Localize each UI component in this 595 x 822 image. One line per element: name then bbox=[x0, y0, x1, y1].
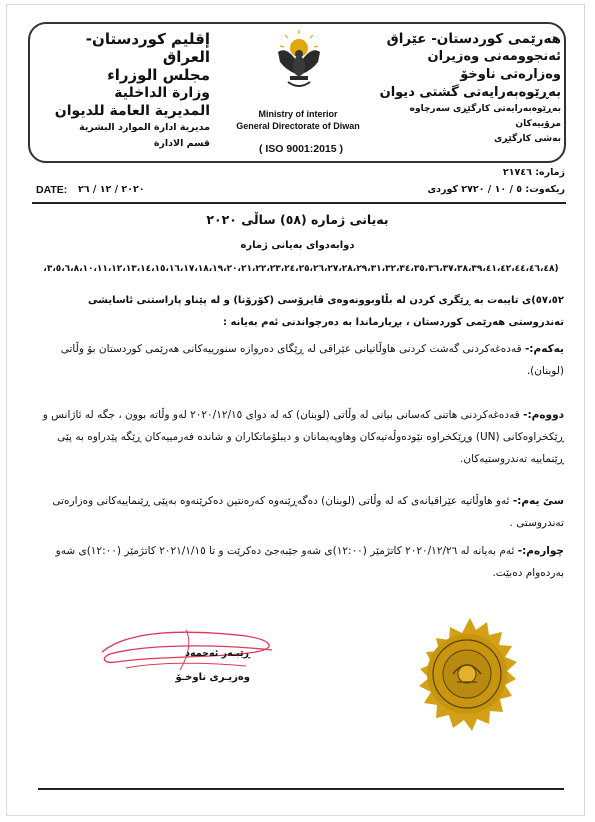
footer-divider bbox=[38, 788, 564, 790]
date-label: DATE: bbox=[36, 184, 68, 196]
paragraph-label: سێ یەم:- bbox=[512, 495, 564, 507]
paragraph-label: یەکەم:- bbox=[524, 343, 564, 355]
statement-subtitle: دوابەدوای بەیانی ژمارە bbox=[240, 240, 355, 251]
reference-date-kurdi: ریکەوت: ٥ / ١٠ / ٢٧٢٠ کوردی bbox=[427, 184, 565, 195]
kurdish-letterhead bbox=[376, 30, 561, 147]
kurdish-region: هەرێمی کوردستان- عێراق bbox=[386, 31, 561, 47]
kurdish-hr-directorate: بەڕێوەبەرایەتی کارگێڕی سەرچاوە مرۆییەکان bbox=[409, 104, 561, 129]
paragraph-fourth bbox=[36, 540, 564, 584]
paragraph-second bbox=[36, 404, 564, 470]
reference-number: ژمارە: ٢١٧٤٦ bbox=[502, 167, 565, 178]
header-divider bbox=[32, 202, 566, 204]
paragraph-text: قەدەغەکردنی گەشت کردنی هاوڵاتیانی عێراقی لە ڕێگای دەروازە سنورییەکانی هەرێمی کوردستان بۆ وڵاتی (لوبنان). bbox=[60, 343, 564, 377]
kurdish-council: ئەنجوومەنی وەزیران bbox=[427, 49, 561, 64]
english-letterhead bbox=[228, 108, 368, 132]
paragraph-text: ئەو هاوڵاتیە عێراقیانەی کە لە وڵاتی (لوبنان) دەگەڕێنەوە کەرەنتین دەکرێنەوە بەپێی ڕێنماییەکانی وەزارەتی تەندروستی . bbox=[52, 495, 564, 529]
paragraph-first bbox=[36, 338, 564, 382]
statement-title: بەیانی ژمارە (٥٨) ساڵی ٢٠٢٠ bbox=[206, 212, 389, 227]
kurdistan-emblem-icon bbox=[274, 30, 324, 92]
arabic-ministry: وزارة الداخلية bbox=[114, 85, 210, 101]
date-value: ٢٠٢٠ / ١٢ / ٢٦ bbox=[78, 184, 145, 195]
intro-paragraph: ٥٧،٥٢)ی تایبەت بە ڕێگری کردن لە بڵاوبوونەوەی ڤایرۆسی (کۆرۆنا) و لە پێناو پاراستنی ئاسایشی تەندروستی هەرێمی کوردستان ، بڕیارماندا بە دەرچواندنی ئەم بەیانە : bbox=[88, 295, 564, 328]
arabic-council: مجلس الوزراء bbox=[107, 66, 210, 84]
iso-certification: ( ISO 9001:2015 ) bbox=[258, 143, 344, 155]
paragraph-text: ئەم بەیانە لە ٢٠٢٠/١٢/٢٦ کاتژمێر (١٢:٠٠)ی شەو جێبەجێ دەکرێت و تا ٢٠٢١/١/١٥ کاتژمێر (١٢:٠٠)ی شەو بەردەوام دەبێت. bbox=[55, 545, 564, 579]
arabic-directorate: المديرية العامة للديوان bbox=[54, 103, 210, 119]
paragraph-label: چوارەم:- bbox=[517, 545, 564, 557]
paragraph-text: قەدەغەکردنی هاتنی کەسانی بیانی لە وڵاتی (لوبنان) کە لە دوای ٢٠٢٠/١٢/١٥ لەو وڵاتە بوون ، جگە لە ئاژانس و ڕێکخراوەکانی (UN) وڕێکخراوە نێودەوڵەتیەکان وهاوپەیمانان و دیبلۆماتکاران و شاندە فەرمییەکان ڕێگە پێدراوە بە پێی ڕێنماییە تەندروستیەکان. bbox=[42, 409, 564, 465]
referenced-statements-list: (٣،٥،٦،٨،١٠،١١،١٢،١٣،١٤،١٥،١٦،١٧،١٨،١٩،٢٠،٢١،٢٢،٢٣،٢٤،٢٥،٢٦،٢٧،٢٨،٢٩،٣١،٣٢،٣٤،٣٥،٣٦،٣٧،٣٨،٣٩،٤١،٤٢،٤٤،٤٦،٤٨، bbox=[43, 264, 559, 274]
paragraph-label: دووەم:- bbox=[523, 409, 564, 421]
signatory-title: وەزیـری ناوخـۆ bbox=[175, 672, 250, 683]
english-directorate: General Directorate of Diwan bbox=[236, 121, 360, 131]
official-seal-icon bbox=[405, 616, 535, 746]
kurdish-ministry: وەزارەتی ناوخۆ bbox=[460, 67, 561, 82]
signatory-name: ڕێبـەر ئەحمەد bbox=[185, 648, 250, 659]
arabic-admin-section: قسم الادارة bbox=[153, 138, 210, 149]
arabic-letterhead bbox=[40, 30, 210, 152]
kurdish-directorate: بەڕێوەبەرایەتی گشتی دیوان bbox=[379, 85, 561, 100]
arabic-region: إقليم كوردستان- العراق bbox=[85, 30, 210, 66]
english-ministry: Ministry of interior bbox=[258, 109, 338, 119]
paragraph-third bbox=[36, 490, 564, 534]
kurdish-admin-section: بەشی کارگێڕی bbox=[493, 134, 561, 144]
arabic-hr-directorate: مديرية ادارة الموارد البشرية bbox=[79, 122, 210, 133]
